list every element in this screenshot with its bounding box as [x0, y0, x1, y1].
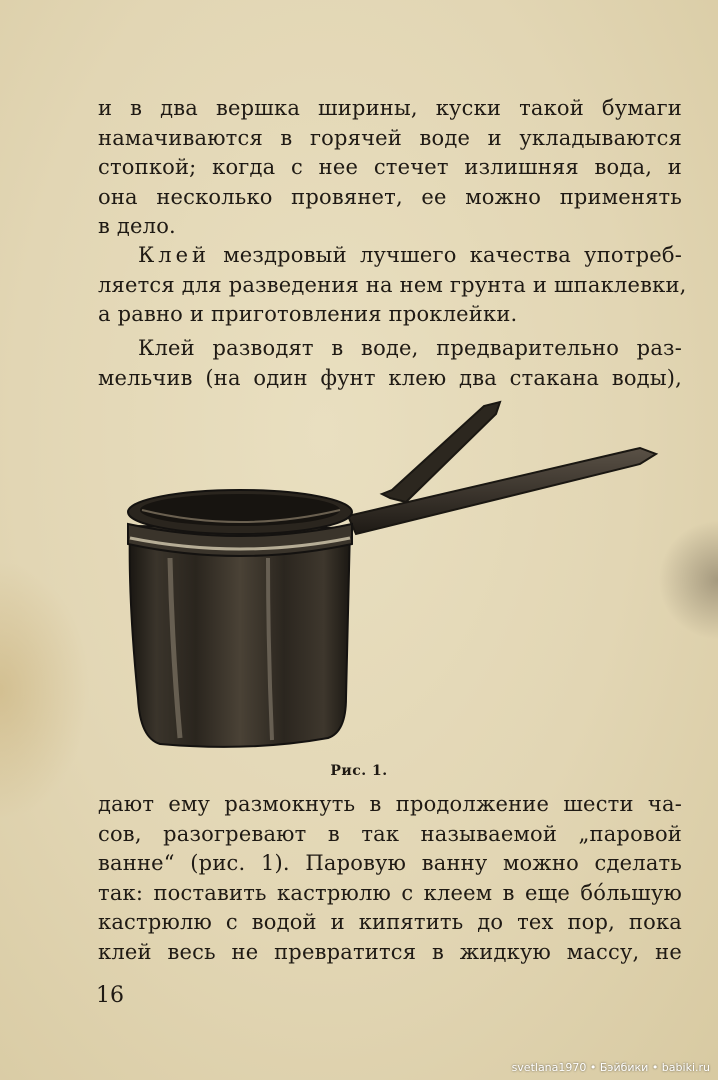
- text-line: она несколько провянет, ее можно применять: [98, 184, 682, 209]
- text-line: ляется для разведения на нем грунта и шпаклевки,: [98, 272, 687, 297]
- text-line: а равно и приготовления проклейки.: [98, 302, 518, 326]
- emphasized-word: Клей: [138, 243, 211, 267]
- text-line: стопкой; когда с нее стечет излишняя вода, и: [98, 155, 682, 179]
- text-line: в дело.: [98, 214, 176, 238]
- text-line: ванне“ (рис. 1). Паровую ванну можно сделать: [98, 851, 682, 875]
- paper-stain: [0, 560, 90, 820]
- paragraph-1: [98, 94, 682, 242]
- paragraph-3: [98, 334, 682, 393]
- text-line: сов, разогревают в так называемой „паровой: [98, 821, 682, 846]
- text-line: и в два вершка ширины, куски такой бумаги: [98, 96, 682, 120]
- text-line: намачиваются в горячей воде и укладываются: [98, 125, 682, 150]
- text-line: дают ему размокнуть в продолжение шести ча-: [98, 792, 682, 816]
- paragraph-2: [98, 241, 687, 330]
- page-number: 16: [96, 983, 124, 1008]
- saucepan-illustration: [120, 398, 668, 758]
- text-line: Клей разводят в воде, предварительно раз-: [138, 336, 682, 360]
- paragraph-4: [98, 790, 682, 967]
- text-line: кастрюлю с водой и кипятить до тех пор, пока: [98, 910, 682, 934]
- watermark: svetlana1970 • Бэйбики • babiki.ru: [511, 1061, 710, 1074]
- text-line: так: поставить кастрюлю с клеем в еще бóльшую: [98, 880, 682, 905]
- figure-caption: Рис. 1.: [330, 763, 388, 779]
- text-line: [98, 241, 682, 271]
- text-line: клей весь не превратится в жидкую массу, не: [98, 939, 682, 964]
- text-fragment: мездровый лучшего качества употреб-: [210, 243, 682, 267]
- text-line: мельчив (на один фунт клею два стакана воды),: [98, 365, 682, 390]
